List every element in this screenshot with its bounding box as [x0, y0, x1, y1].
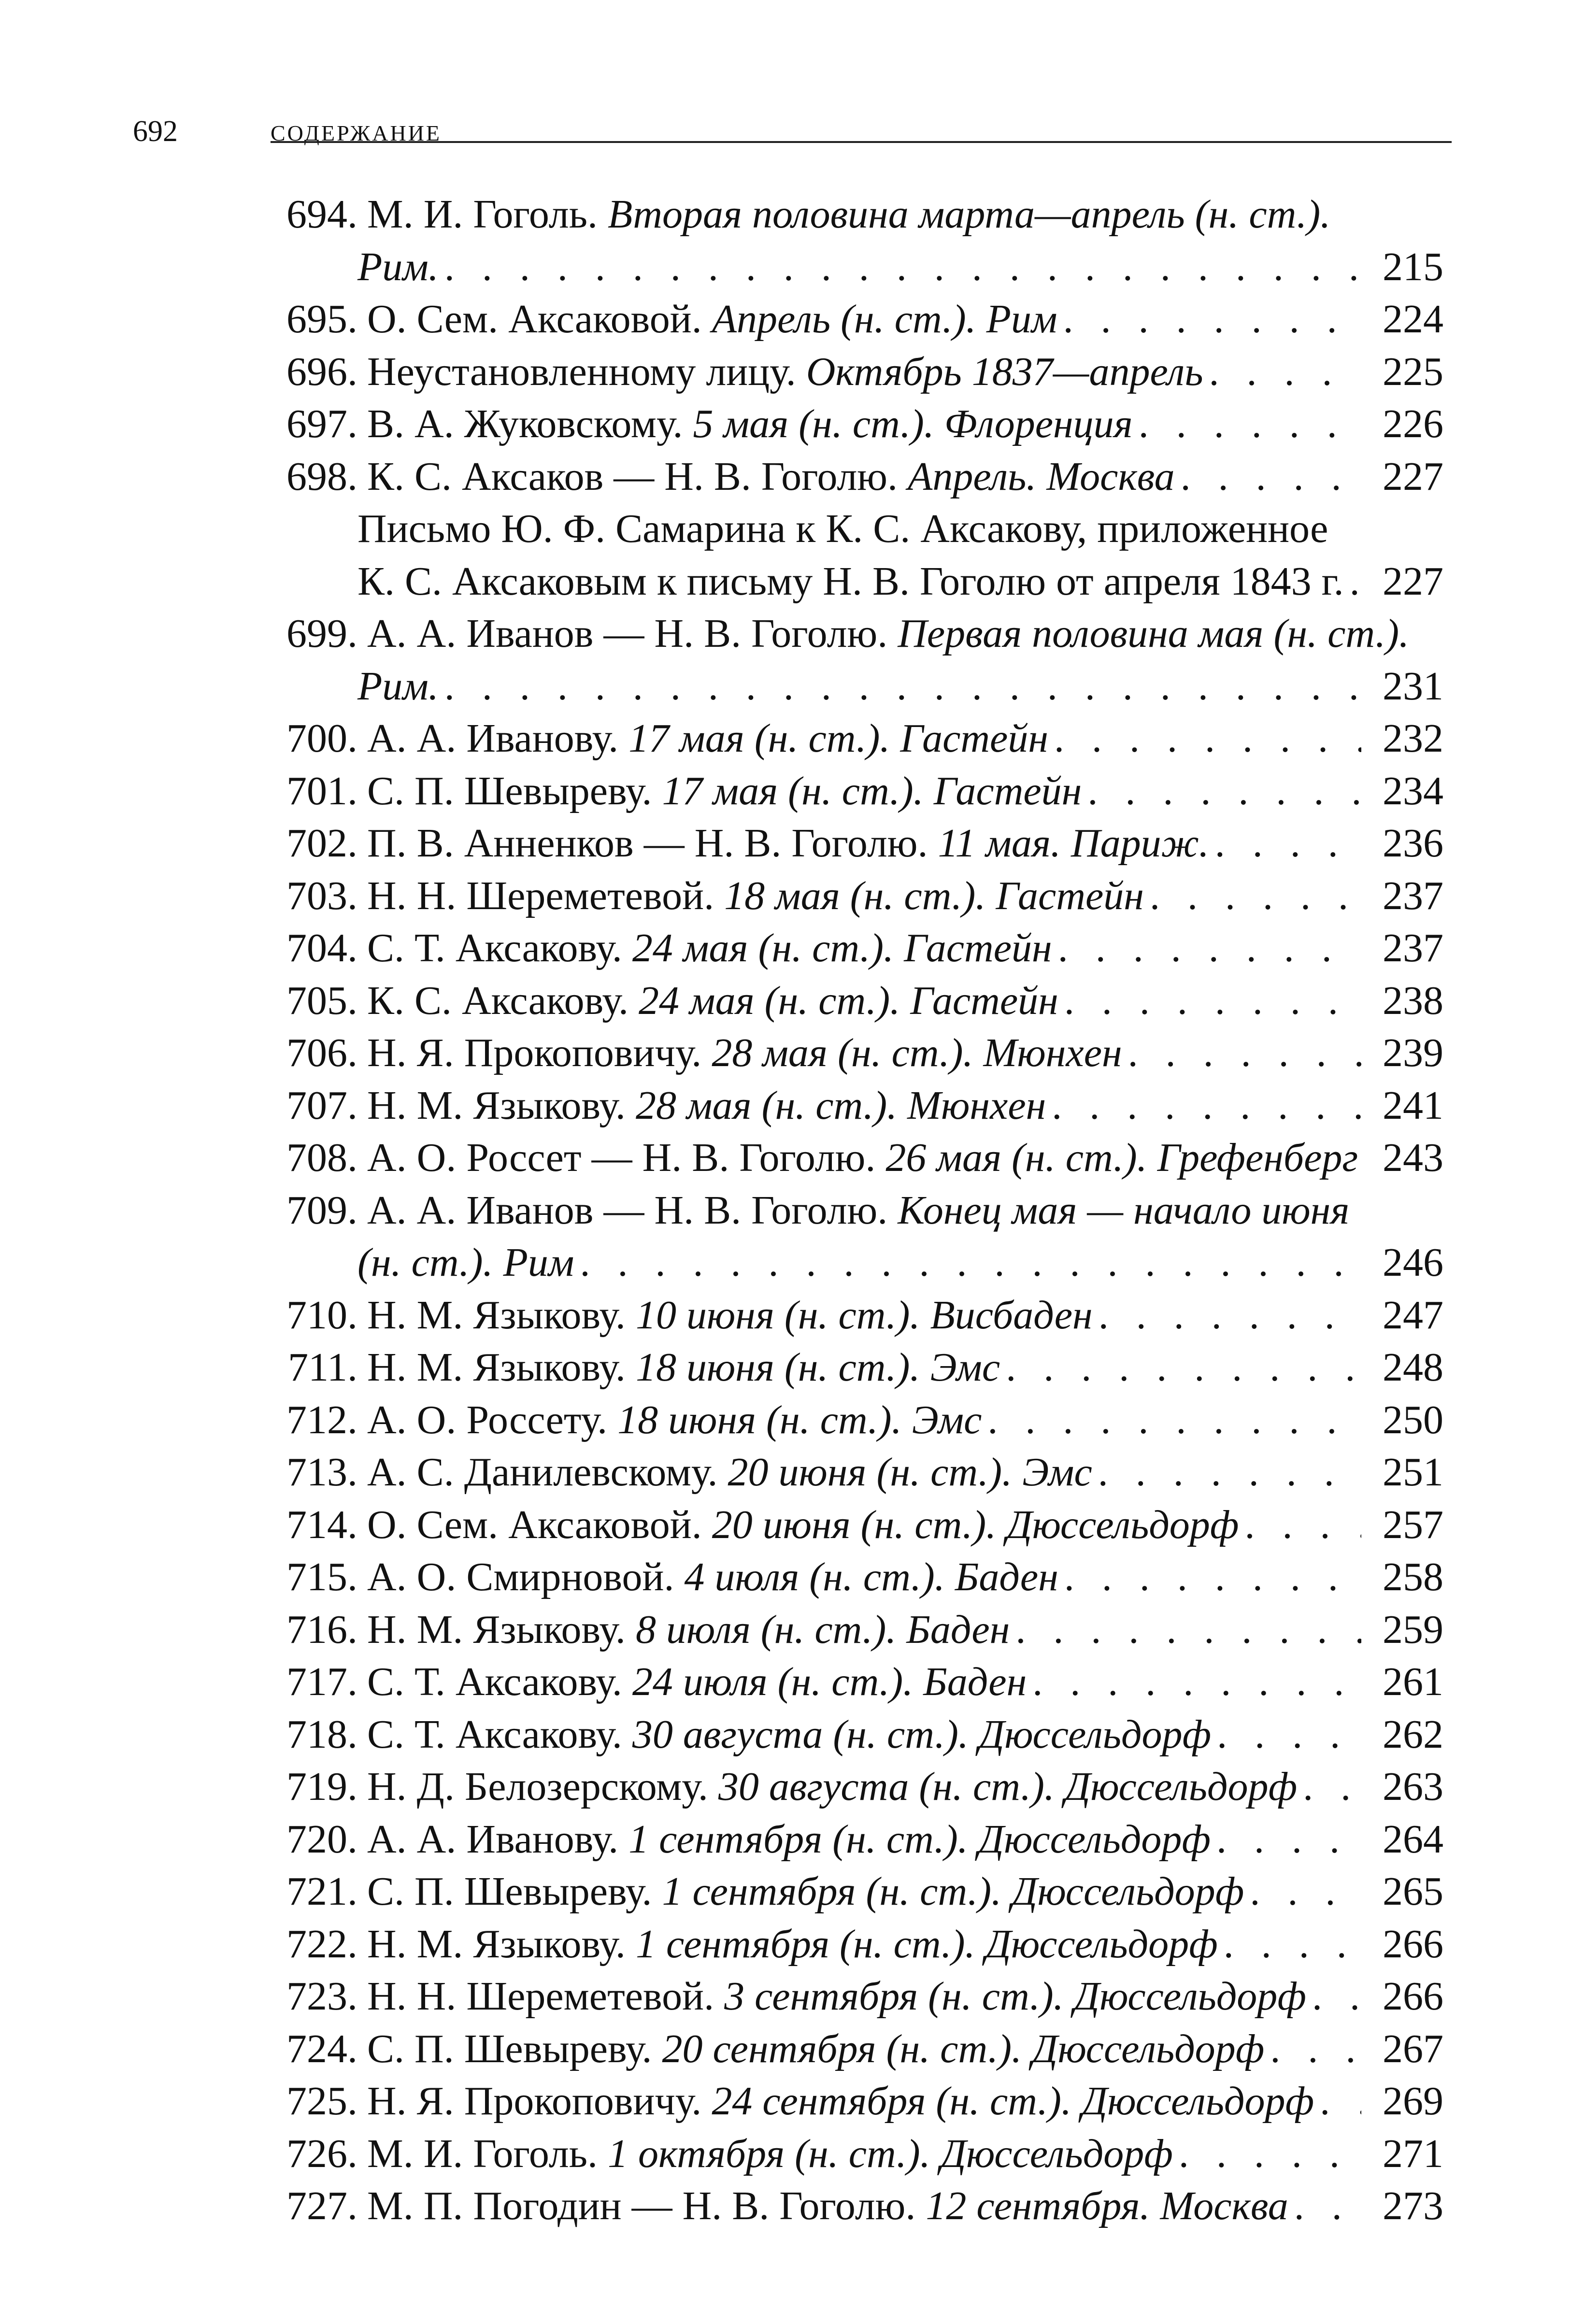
dot-leader: [1058, 1551, 1361, 1604]
entry-text: [367, 1866, 1361, 1918]
entry-description: 18 июня (н. ст.). Эмс: [617, 1397, 982, 1442]
entry-text: [367, 765, 1361, 818]
entry-description: 20 июня (н. ст.). Дюссельдорф: [712, 1502, 1239, 1547]
entry-description: 30 августа (н. ст.). Дюссельдорф: [632, 1711, 1212, 1757]
entry-page-number: 226: [1371, 398, 1443, 451]
entry-page-number: 266: [1371, 1918, 1443, 1971]
entry-description: 28 мая (н. ст.). Мюнхен: [712, 1030, 1122, 1075]
entry-description: Октябрь 1837—апрель: [806, 349, 1203, 394]
entry-text: [367, 1656, 1361, 1709]
dot-leader: [1211, 1813, 1361, 1866]
entry-description: 1 сентября (н. ст.). Дюссельдорф: [635, 1921, 1218, 1967]
toc-entry: [271, 2075, 1443, 2128]
entry-description: 24 мая (н. ст.). Гастейн: [632, 926, 1052, 970]
entry-text: [367, 1132, 1361, 1184]
entry-text: [367, 346, 1361, 399]
entry-author: Н. Д. Белозерскому.: [367, 1764, 718, 1809]
entry-text: [367, 975, 1361, 1027]
toc-entry: [271, 1184, 1443, 1237]
entry-text: [357, 503, 1443, 556]
entry-number: 723.: [286, 1974, 357, 2019]
entry-author: К. С. Аксакову.: [367, 978, 639, 1023]
entry-description: Рим.: [357, 244, 439, 289]
entry-page-number: 224: [1371, 293, 1443, 346]
entry-text: [367, 2075, 1361, 2128]
table-of-contents: [271, 188, 1443, 2233]
entry-text: [367, 1289, 1361, 1342]
toc-entry: [271, 1237, 1443, 1289]
entry-page-number: 239: [1371, 1027, 1443, 1080]
entry-page-number: 247: [1371, 1289, 1443, 1342]
toc-entry: [271, 1080, 1443, 1132]
entry-text: [367, 2023, 1361, 2076]
entry-number: 713.: [286, 1450, 357, 1495]
entry-text: [367, 293, 1361, 346]
entry-page-number: 264: [1371, 1813, 1443, 1866]
dot-leader: [1048, 713, 1361, 765]
toc-entry: [271, 922, 1443, 975]
entry-author: А. О. Россету.: [367, 1397, 618, 1442]
entry-text: [367, 1394, 1361, 1447]
entry-page-number: 243: [1371, 1132, 1443, 1184]
entry-number: 708.: [286, 1135, 357, 1180]
dot-leader: [1133, 398, 1361, 451]
toc-entry: [271, 2128, 1443, 2181]
entry-text: [367, 2180, 1361, 2233]
entry-description: 24 сентября (н. ст.). Дюссельдорф: [712, 2079, 1314, 2124]
entry-description: Конец мая — начало июня: [898, 1187, 1350, 1233]
entry-text: [367, 1184, 1443, 1237]
toc-entry: [271, 293, 1443, 346]
entry-text: [367, 1604, 1361, 1656]
entry-description: 8 июля (н. ст.). Баден: [635, 1607, 1010, 1652]
toc-entry: [271, 1709, 1443, 1761]
entry-number: 718.: [286, 1711, 357, 1757]
header-rule: [271, 141, 1452, 143]
entry-text: [367, 1918, 1361, 1971]
entry-number: 720.: [286, 1816, 357, 1862]
toc-entry: [271, 817, 1443, 870]
entry-page-number: 246: [1371, 1237, 1443, 1289]
toc-entry: [271, 346, 1443, 399]
toc-entry: [271, 870, 1443, 923]
entry-description: Апрель (н. ст.). Рим: [712, 297, 1057, 342]
entry-page-number: 237: [1371, 870, 1443, 923]
entry-text: [367, 817, 1361, 870]
toc-entry: [271, 1499, 1443, 1552]
entry-page-number: 236: [1371, 817, 1443, 870]
dot-leader: [1297, 1761, 1361, 1813]
dot-leader: [1173, 2128, 1361, 2181]
entry-description: 30 августа (н. ст.). Дюссельдорф: [718, 1764, 1298, 1809]
entry-page-number: 225: [1371, 346, 1443, 399]
toc-entry: [271, 1289, 1443, 1342]
entry-number: 699.: [286, 611, 357, 656]
toc-entry: [271, 1918, 1443, 1971]
toc-entry: [271, 451, 1443, 503]
entry-author: М. П. Погодин — Н. В. Гоголю.: [367, 2183, 926, 2228]
entry-text: [367, 398, 1361, 451]
entry-number: 721.: [286, 1869, 357, 1914]
toc-entry: [271, 1132, 1443, 1184]
entry-page-number: 231: [1371, 660, 1443, 713]
entry-number: 697.: [286, 401, 357, 446]
toc-entry: [271, 241, 1443, 294]
entry-number: 712.: [286, 1397, 357, 1442]
entry-text: [357, 660, 1361, 713]
dot-leader: [1244, 1866, 1361, 1918]
toc-entry: [271, 1761, 1443, 1813]
entry-author: С. Т. Аксакову.: [367, 1659, 632, 1704]
entry-author: Н. М. Языкову.: [367, 1921, 636, 1967]
entry-author: П. В. Анненков — Н. В. Гоголю.: [367, 821, 938, 866]
entry-description: Рим.: [357, 663, 439, 709]
entry-text: [367, 2128, 1361, 2181]
entry-number: 722.: [286, 1921, 357, 1967]
entry-description: 24 июля (н. ст.). Баден: [632, 1659, 1027, 1704]
entry-number: 715.: [286, 1554, 357, 1599]
dot-leader: [1122, 1027, 1361, 1080]
entry-page-number: 257: [1371, 1499, 1443, 1552]
dot-leader: [1027, 1656, 1361, 1709]
entry-page-number: 262: [1371, 1709, 1443, 1761]
dot-leader: [1288, 2180, 1361, 2233]
toc-entry: [271, 188, 1443, 241]
entry-author: А. А. Иванову.: [367, 716, 629, 761]
entry-description: 11 мая. Париж.: [938, 821, 1209, 866]
dot-leader: [1264, 2023, 1361, 2076]
entry-text: [367, 1446, 1361, 1499]
entry-number: 695.: [286, 297, 357, 342]
dot-leader: [1218, 1918, 1361, 1971]
dot-leader: [1239, 1499, 1361, 1552]
entry-description: 28 мая (н. ст.). Мюнхен: [635, 1083, 1046, 1128]
toc-entry: [271, 398, 1443, 451]
entry-number: 725.: [286, 2079, 357, 2124]
dot-leader: [439, 660, 1361, 713]
entry-author: А. А. Иванов — Н. В. Гоголю.: [367, 1187, 898, 1233]
entry-page-number: 248: [1371, 1341, 1443, 1394]
dot-leader: [1057, 293, 1361, 346]
toc-entry: [271, 2023, 1443, 2076]
entry-number: 694.: [286, 192, 357, 237]
entry-text: [367, 1080, 1361, 1132]
toc-entry: [271, 503, 1443, 556]
entry-page-number: 273: [1371, 2180, 1443, 2233]
dot-leader: [1092, 1446, 1361, 1499]
entry-author: Н. Н. Шереметевой.: [367, 873, 725, 918]
toc-entry: [271, 660, 1443, 713]
dot-leader: [982, 1394, 1361, 1447]
entry-author: М. И. Гоголь.: [367, 192, 608, 237]
entry-text: [357, 1237, 1361, 1289]
dot-leader: [1046, 1080, 1361, 1132]
toc-entry: [271, 1813, 1443, 1866]
entry-author: К. С. Аксаков — Н. В. Гоголю.: [367, 454, 908, 499]
entry-text: [367, 608, 1443, 660]
entry-page-number: 259: [1371, 1604, 1443, 1656]
entry-number: 707.: [286, 1083, 357, 1128]
toc-entry: [271, 1656, 1443, 1709]
entry-author: С. П. Шевыреву.: [367, 2026, 662, 2071]
entry-number: 714.: [286, 1502, 357, 1547]
entry-text: [367, 870, 1361, 923]
entry-number: 711.: [288, 1345, 357, 1390]
entry-text: [367, 922, 1361, 975]
entry-number: 700.: [286, 716, 357, 761]
entry-author: А. А. Иванов — Н. В. Гоголю.: [367, 611, 898, 656]
dot-leader: [1010, 1604, 1361, 1656]
entry-description: 1 сентября (н. ст.). Дюссельдорф: [628, 1816, 1211, 1862]
dot-leader: [1209, 817, 1361, 870]
toc-entry: [271, 713, 1443, 765]
dot-leader: [574, 1237, 1361, 1289]
entry-author: А. А. Иванову.: [367, 1816, 629, 1862]
dot-leader: [1175, 451, 1361, 503]
dot-leader: [1144, 870, 1361, 923]
entry-author: А. О. Смирновой.: [367, 1554, 685, 1599]
toc-entry: [271, 1446, 1443, 1499]
dot-leader: [1052, 922, 1361, 975]
entry-page-number: 271: [1371, 2128, 1443, 2181]
entry-text: [367, 1341, 1361, 1394]
entry-author: С. П. Шевыреву.: [367, 768, 662, 813]
dot-leader: [1082, 765, 1361, 818]
entry-number: 727.: [286, 2183, 357, 2228]
section-title: СОДЕРЖАНИЕ: [271, 121, 442, 145]
entry-page-number: 267: [1371, 2023, 1443, 2076]
toc-entry: [271, 1866, 1443, 1918]
toc-entry: [271, 1394, 1443, 1447]
toc-entry: [271, 975, 1443, 1027]
entry-number: 702.: [286, 821, 357, 866]
toc-entry: [271, 1341, 1443, 1394]
entry-number: 710.: [286, 1292, 357, 1338]
entry-text: [367, 1761, 1361, 1813]
entry-page-number: 261: [1371, 1656, 1443, 1709]
entry-author: Н. Я. Прокоповичу.: [367, 1030, 712, 1075]
entry-text: [357, 556, 1361, 608]
entry-page-number: 269: [1371, 2075, 1443, 2128]
toc-entry: [271, 608, 1443, 660]
dot-leader: [1211, 1709, 1361, 1761]
entry-description: 4 июля (н. ст.). Баден: [684, 1554, 1058, 1599]
entry-author: С. П. Шевыреву.: [367, 1869, 662, 1914]
dot-leader: [1306, 1970, 1361, 2023]
entry-number: 709.: [286, 1187, 357, 1233]
entry-description: 17 мая (н. ст.). Гастейн: [662, 768, 1082, 813]
entry-page-number: 251: [1371, 1446, 1443, 1499]
entry-description: 10 июня (н. ст.). Висбаден: [635, 1292, 1093, 1338]
entry-author: Неустановленному лицу.: [367, 349, 806, 394]
entry-page-number: 265: [1371, 1866, 1443, 1918]
entry-description: 3 сентября (н. ст.). Дюссельдорф: [724, 1974, 1306, 2019]
page-number: 692: [133, 115, 178, 148]
entry-description: Вторая половина марта—апрель (н. ст.).: [608, 192, 1331, 237]
entry-page-number: 263: [1371, 1761, 1443, 1813]
dot-leader: [1058, 975, 1361, 1027]
entry-text: [367, 451, 1361, 503]
toc-entry: [271, 765, 1443, 818]
toc-entry: [271, 1604, 1443, 1656]
entry-description: 20 сентября (н. ст.). Дюссельдорф: [662, 2026, 1265, 2071]
entry-number: 701.: [286, 768, 357, 813]
entry-description: 5 мая (н. ст.). Флоренция: [693, 401, 1133, 446]
entry-description: 1 сентября (н. ст.). Дюссельдорф: [662, 1869, 1244, 1914]
dot-leader: [1358, 1132, 1364, 1184]
entry-author: Н. Я. Прокоповичу.: [367, 2079, 712, 2124]
entry-author: С. Т. Аксакову.: [367, 926, 632, 970]
entry-description: 24 мая (н. ст.). Гастейн: [638, 978, 1058, 1023]
entry-number: 716.: [286, 1607, 357, 1652]
entry-number: 724.: [286, 2026, 357, 2071]
entry-page-number: 215: [1371, 241, 1443, 294]
entry-page-number: 232: [1371, 713, 1443, 765]
entry-number: 705.: [286, 978, 357, 1023]
entry-author: М. И. Гоголь.: [367, 2131, 608, 2176]
entry-page-number: 258: [1371, 1551, 1443, 1604]
entry-text: [367, 713, 1361, 765]
entry-author: В. А. Жуковскому.: [367, 401, 693, 446]
entry-author: Н. М. Языкову.: [367, 1345, 636, 1390]
entry-description: (н. ст.). Рим: [357, 1240, 574, 1285]
entry-description: 12 сентября. Москва: [926, 2183, 1288, 2228]
dot-leader: [1203, 346, 1361, 399]
entry-number: 717.: [286, 1659, 357, 1704]
dot-leader: [1000, 1341, 1361, 1394]
entry-page-number: 234: [1371, 765, 1443, 818]
entry-number: 703.: [286, 873, 357, 918]
entry-page-number: 237: [1371, 922, 1443, 975]
entry-description: Апрель. Москва: [908, 454, 1175, 499]
entry-author: О. Сем. Аксаковой.: [367, 1502, 712, 1547]
entry-number: 726.: [286, 2131, 357, 2176]
entry-author: Н. М. Языкову.: [367, 1083, 636, 1128]
page-header: [133, 112, 1452, 151]
toc-entry: [271, 1551, 1443, 1604]
entry-description: 18 июня (н. ст.). Эмс: [635, 1345, 1000, 1390]
entry-page-number: 227: [1371, 451, 1443, 503]
entry-description: 17 мая (н. ст.). Гастейн: [628, 716, 1049, 761]
entry-number: 704.: [286, 926, 357, 970]
dot-leader: [1314, 2075, 1361, 2128]
dot-leader: [1093, 1289, 1361, 1342]
entry-description: 20 июня (н. ст.). Эмс: [728, 1450, 1092, 1495]
entry-description: 18 мая (н. ст.). Гастейн: [724, 873, 1144, 918]
entry-number: 719.: [286, 1764, 357, 1809]
toc-entry: [271, 2180, 1443, 2233]
entry-page-number: 227: [1371, 556, 1443, 608]
entry-text: [367, 1499, 1361, 1552]
entry-number: 706.: [286, 1030, 357, 1075]
entry-description: 26 мая (н. ст.). Грефенберг: [885, 1135, 1358, 1180]
entry-page-number: 241: [1371, 1080, 1443, 1132]
entry-text: [367, 1970, 1361, 2023]
entry-text: [357, 241, 1361, 294]
entry-description: 1 октября (н. ст.). Дюссельдорф: [608, 2131, 1173, 2176]
dot-leader: [439, 241, 1361, 294]
toc-entry: [271, 1970, 1443, 2023]
entry-page-number: 266: [1371, 1970, 1443, 2023]
entry-author: А. О. Россет — Н. В. Гоголю.: [367, 1135, 886, 1180]
dot-leader: [1344, 556, 1361, 608]
entry-text: [367, 1027, 1361, 1080]
entry-text: [367, 1709, 1361, 1761]
entry-page-number: 238: [1371, 975, 1443, 1027]
entry-author: К. С. Аксаковым к письму Н. В. Гоголю от апреля 1843 г.: [357, 558, 1344, 604]
entry-text: [367, 1813, 1361, 1866]
entry-author: А. С. Данилевскому.: [367, 1450, 728, 1495]
toc-entry: [271, 556, 1443, 608]
entry-author: Н. Н. Шереметевой.: [367, 1974, 725, 2019]
entry-page-number: 250: [1371, 1394, 1443, 1447]
entry-author: Письмо Ю. Ф. Самарина к К. С. Аксакову, приложенное: [357, 506, 1328, 551]
toc-entry: [271, 1027, 1443, 1080]
entry-text: [367, 1551, 1361, 1604]
entry-author: С. Т. Аксакову.: [367, 1711, 632, 1757]
entry-text: [367, 188, 1443, 241]
entry-author: Н. М. Языкову.: [367, 1292, 636, 1338]
entry-description: Первая половина мая (н. ст.).: [898, 611, 1410, 656]
entry-number: 696.: [286, 349, 357, 394]
entry-number: 698.: [286, 454, 357, 499]
entry-author: Н. М. Языкову.: [367, 1607, 636, 1652]
entry-author: О. Сем. Аксаковой.: [367, 297, 712, 342]
